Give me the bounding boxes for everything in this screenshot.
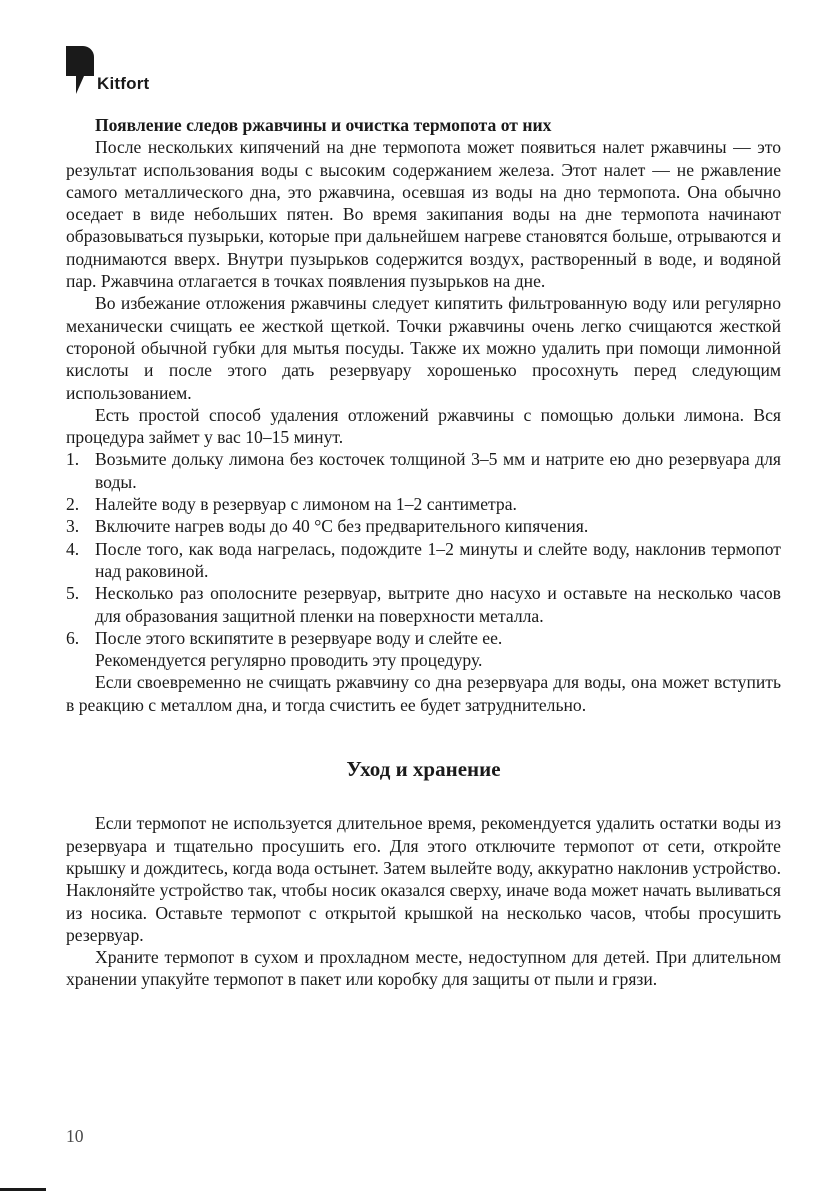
list-item xyxy=(66,538,781,583)
kitfort-logo-icon xyxy=(66,46,94,94)
step-text: Возьмите дольку лимона без косточек толщиной 3–5 мм и натрите ею дно резервуара для воды. xyxy=(95,449,781,492)
paragraph: Рекомендуется регулярно проводить эту процедуру. xyxy=(95,650,483,671)
paragraph: Во избежание отложения ржавчины следует кипятить фильтрованную воду или регулярно механически счищать ее жесткой щеткой. Точки ржавчины очень легко счищаются жесткой стороной обычной губки для мытья посуды. Также их можно удалить при помощи лимонной кислоты и после этого дать резервуару хорошенько просохнуть перед следующим использованием. xyxy=(66,293,781,403)
page-content xyxy=(66,114,781,991)
paragraph: Есть простой способ удаления отложений ржавчины с помощью дольки лимона. Вся процедура займет у вас 10–15 минут. xyxy=(66,404,781,448)
steps-list xyxy=(66,448,781,649)
step-text: Налейте воду в резервуар с лимоном на 1–2 сантиметра. xyxy=(95,494,517,515)
paragraph: После нескольких кипячений на дне термопота может появиться налет ржавчины — это результат использования воды с высоким содержанием железа. Этот налет — не ржавление самого металлического дна, это ржавчина, осевшая из воды на дно термопота. Она обычно оседает в виде небольших пятен. Во время закипания воды на дне термопота начинают образовываться пузырьки, которые при дальнейшем нагреве становятся больше, отрываются и поднимаются вверх. Внутри пузырьков содержится воздух, растворенный в воде, и водяной пар. Ржавчина отлагается в точках появления пузырьков на дне. xyxy=(66,137,781,292)
step-text: Включите нагрев воды до 40 °C без предварительного кипячения. xyxy=(95,516,589,537)
step-number: 3. xyxy=(66,516,80,537)
list-item xyxy=(66,627,781,649)
step-text: Несколько раз ополосните резервуар, вытрите дно насухо и оставьте на несколько часов для образования защитной пленки на поверхности металла. xyxy=(95,583,781,626)
paragraph: Если термопот не используется длительное время, рекомендуется удалить остатки воды из резервуара и тщательно просушить его. Для этого отключите термопот от сети, откройте крышку и дождитесь, когда вода остынет. Затем вылейте воду, аккуратно наклонив устройство. Наклоняйте устройство так, чтобы носик оказался сверху, иначе вода может начать выливаться из носика. Оставьте термопот с открытой крышкой на несколько часов, чтобы просушить резервуар. xyxy=(66,813,781,945)
step-number: 1. xyxy=(66,449,80,470)
step-text: После этого вскипятите в резервуаре воду и слейте ее. xyxy=(95,627,503,648)
step-number: 4. xyxy=(66,538,80,559)
step-number: 5. xyxy=(66,583,80,604)
brand-logo xyxy=(66,46,149,94)
step-number: 2. xyxy=(66,494,80,515)
list-item xyxy=(66,582,781,627)
step-number: 6. xyxy=(66,627,80,648)
paragraph: Если своевременно не счищать ржавчину со дна резервуара для воды, она может вступить в реакцию с металлом дна, и тогда счистить ее будет затруднительно. xyxy=(66,672,781,715)
page-number: 10 xyxy=(66,1126,84,1146)
section-heading-rust: Появление следов ржавчины и очистка термопота от них xyxy=(95,115,552,135)
step-text: После того, как вода нагрелась, подождите 1–2 минуты и слейте воду, наклонив термопот над раковиной. xyxy=(95,538,781,581)
list-item xyxy=(66,493,781,515)
brand-name: Kitfort xyxy=(97,74,150,93)
section-title-care: Уход и хранение xyxy=(346,757,501,782)
paragraph: Храните термопот в сухом и прохладном месте, недоступном для детей. При длительном хранении упакуйте термопот в пакет или коробку для защиты от пыли и грязи. xyxy=(66,947,781,990)
list-item xyxy=(66,448,781,493)
list-item xyxy=(66,515,781,537)
